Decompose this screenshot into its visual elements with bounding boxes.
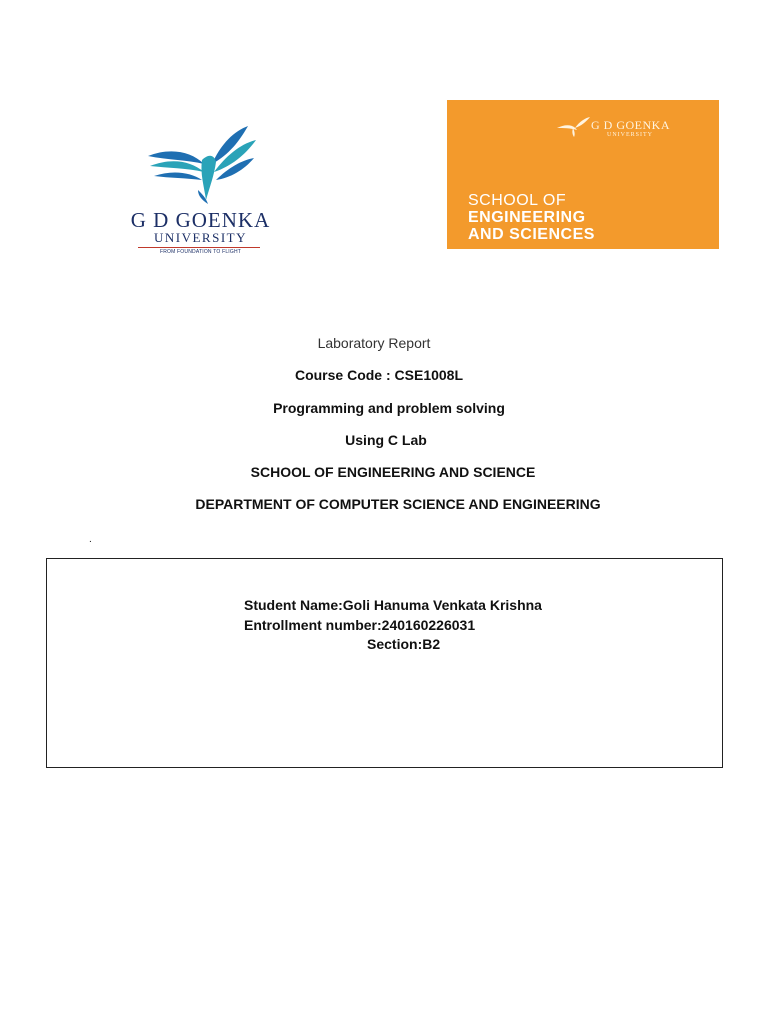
banner-logo-sub: UNIVERSITY <box>607 132 653 138</box>
university-logo <box>128 120 273 260</box>
banner-line-2: ENGINEERING <box>468 209 586 226</box>
report-title: Laboratory Report <box>317 335 431 351</box>
banner-logo-name: G D GOENKA <box>591 118 670 132</box>
logo-university-name: G D GOENKA <box>130 208 271 232</box>
banner-line-1: SCHOOL OF <box>468 192 567 209</box>
logo-divider <box>138 247 260 248</box>
banner-line-3: AND SCIENCES <box>468 226 595 243</box>
section: Section:B2 <box>367 636 441 652</box>
department-name: DEPARTMENT OF COMPUTER SCIENCE AND ENGINEERING <box>195 496 601 512</box>
banner-bird-icon <box>555 116 591 138</box>
enrollment-number: Entrollment number:240160226031 <box>244 617 476 633</box>
logo-university-sub: UNIVERSITY <box>154 230 247 245</box>
course-name: Programming and problem solving <box>273 400 505 416</box>
logo-tagline: FROM FOUNDATION TO FLIGHT <box>159 249 242 255</box>
school-banner <box>447 100 719 249</box>
student-name: Student Name:Goli Hanuma Venkata Krishna <box>244 597 542 613</box>
banner-school-name <box>468 192 595 243</box>
student-info-box <box>46 558 723 768</box>
course-name-continued: Using C Lab <box>345 432 427 448</box>
stray-mark: . <box>89 534 92 545</box>
bird-emblem-icon <box>128 120 273 206</box>
banner-logo <box>555 114 705 144</box>
school-name: SCHOOL OF ENGINEERING AND SCIENCE <box>250 464 536 480</box>
course-code: Course Code : CSE1008L <box>294 367 464 383</box>
